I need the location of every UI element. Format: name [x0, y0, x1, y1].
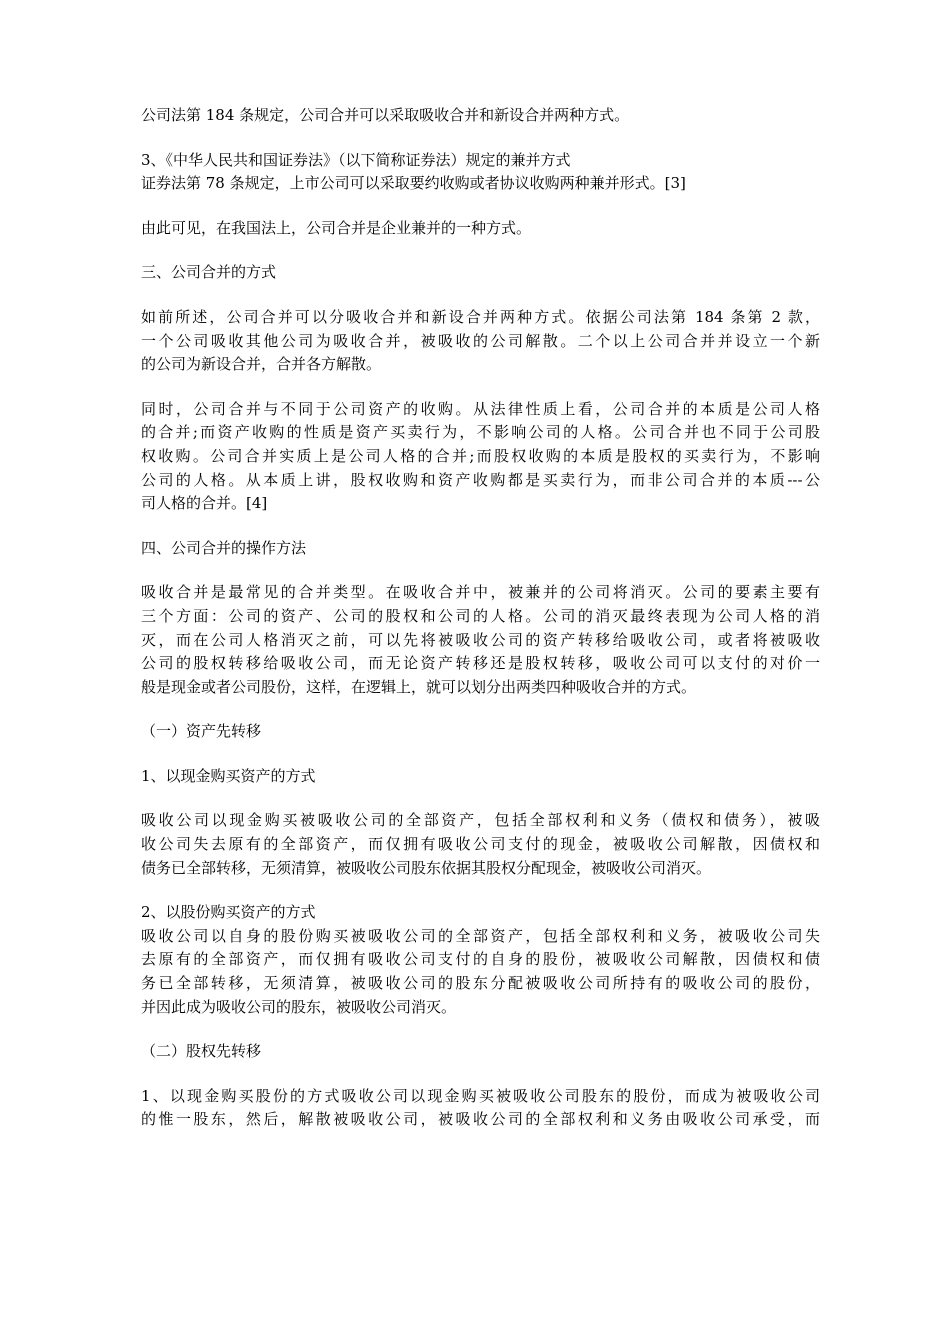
text-line: 公司法第 184 条规定，公司合并可以采取吸收合并和新设合并两种方式。 [141, 106, 630, 124]
paragraph-cash-for-assets [141, 809, 820, 880]
paragraph-conclusion [141, 217, 820, 241]
text-line: 2、以股份购买资产的方式 [141, 903, 316, 922]
text-line: 司人格的合并。[4] [141, 494, 268, 513]
text-line: 的公司为新设合并，合并各方解散。 [141, 355, 382, 374]
paragraph-cash-for-shares [141, 1085, 820, 1132]
text-line: （二）股权先转移 [141, 1042, 262, 1061]
subheading-cash-for-assets [141, 765, 820, 789]
paragraph-company-law-184 [141, 104, 820, 128]
text-line: 般是现金或者公司股份，这样，在逻辑上，就可以划分出两类四种吸收合并的方式。 [141, 677, 697, 696]
text-line: 1、以现金购买股份的方式吸收公司以现金购买被吸收公司股东的股份，而成为被吸收公司 [141, 1086, 820, 1105]
text-line: 吸收合并是最常见的合并类型。在吸收合并中，被兼并的公司将消灭。公司的要素主要有 [141, 583, 820, 602]
paragraph-securities-law [141, 149, 820, 196]
text-line: 权收购。公司合并实质上是公司人格的合并;而股权收购的本质是股权的买卖行为，不影响 [141, 446, 820, 465]
text-line: 三个方面：公司的资产、公司的股权和公司的人格。公司的消灭最终表现为公司人格的消 [141, 606, 820, 625]
document-body [141, 104, 820, 1132]
text-line: 吸收公司以自身的股份购买被吸收公司的全部资产，包括全部权利和义务，被吸收公司失 [141, 926, 820, 945]
text-line: 公司的人格。从本质上讲，股权收购和资产收购都是买卖行为，而非公司合并的本质---公 [141, 470, 820, 489]
text-line: 一个公司吸收其他公司为吸收合并，被吸收的公司解散。二个以上公司合并并设立一个新 [141, 331, 820, 350]
text-line: 由此可见，在我国法上，公司合并是企业兼并的一种方式。 [141, 218, 532, 237]
paragraph-shares-for-assets [141, 901, 820, 1019]
text-line: 如前所述，公司合并可以分吸收合并和新设合并两种方式。依据公司法第 184 条第 2 款， [141, 307, 820, 326]
text-line: 债务已全部转移，无须清算，被吸收公司股东依据其股权分配现金，被吸收公司消灭。 [141, 858, 712, 877]
text-line: 去原有的全部资产，而仅拥有吸收公司支付的自身的股份，被吸收公司解散，因债权和债 [141, 950, 820, 969]
paragraph-merger-types [141, 306, 820, 377]
text-line: 并因此成为吸收公司的股东，被吸收公司消灭。 [141, 997, 457, 1016]
text-line: 3、《中华人民共和国证券法》（以下简称证券法）规定的兼并方式 [141, 150, 571, 169]
text-line: 的惟一股东，然后，解散被吸收公司，被吸收公司的全部权利和义务由吸收公司承受，而 [141, 1110, 820, 1129]
text-line: 1、以现金购买资产的方式 [141, 766, 316, 785]
text-line: 收公司失去原有的全部资产，而仅拥有吸收公司支付的现金，被吸收公司解散，因债权和 [141, 835, 820, 854]
text-line: 的合并;而资产收购的性质是资产买卖行为，不影响公司的人格。公司合并也不同于公司股 [141, 423, 820, 442]
subheading-equity-transfer-first [141, 1040, 820, 1064]
text-line: 务已全部转移，无须清算，被吸收公司的股东分配被吸收公司所持有的吸收公司的股份， [141, 974, 820, 993]
text-line: 灭，而在公司人格消灭之前，可以先将被吸收公司的资产转移给吸收公司，或者将被吸收 [141, 630, 820, 649]
text-line: 四、公司合并的操作方法 [141, 538, 307, 557]
text-line: 三、公司合并的方式 [141, 263, 277, 282]
paragraph-merger-vs-acquisition [141, 398, 820, 516]
text-line: 同时，公司合并与不同于公司资产的收购。从法律性质上看，公司合并的本质是公司人格 [141, 399, 820, 418]
text-line: 吸收公司以现金购买被吸收公司的全部资产，包括全部权利和义务（债权和债务），被吸 [141, 811, 820, 830]
section-heading-operation-methods [141, 537, 820, 561]
subheading-asset-transfer-first [141, 720, 820, 744]
text-line: 证券法第 78 条规定，上市公司可以采取要约收购或者协议收购两种兼并形式。[3] [141, 174, 686, 193]
paragraph-absorption-merger [141, 581, 820, 699]
text-line: （一）资产先转移 [141, 722, 262, 741]
section-heading-merger-methods [141, 261, 820, 285]
text-line: 公司的股权转移给吸收公司，而无论资产转移还是股权转移，吸收公司可以支付的对价一 [141, 654, 820, 673]
